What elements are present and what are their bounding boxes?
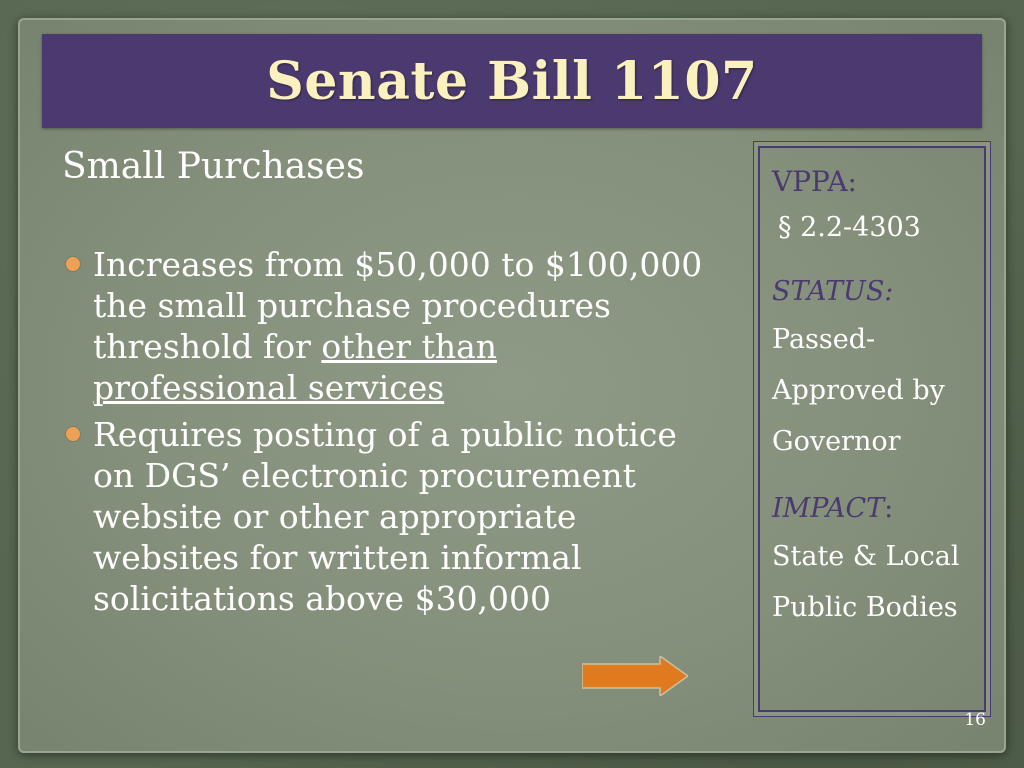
title-bar [42,34,982,128]
info-sidebar [758,146,986,712]
vppa-code: § 2.2-4303 [778,212,921,243]
bullet-item-threshold [62,244,710,408]
impact-value: State & Local Public Bodies [772,541,960,623]
bullet-text: Increases from $50,000 to $100,000 the small purchase procedures threshold for [93,245,703,366]
slide-title: Senate Bill 1107 [266,50,758,112]
impact-label-colon: : [884,493,894,524]
bullet-list [62,244,710,625]
right-arrow-icon[interactable] [582,656,688,696]
status-value: Passed- Approved by Governor [772,324,945,457]
bullet-text-underlined: other than professional services [93,327,498,407]
sidebar-content [772,162,977,633]
impact-label-text: IMPACT [772,493,885,524]
slide-subtitle: Small Purchases [62,146,365,187]
impact-label [772,489,977,529]
bullet-text: Requires posting of a public notice on DGS’ electronic procurement website or other appropriate websites for written informal solicitations above $30,000 [93,415,677,618]
status-label: STATUS: [772,276,894,307]
vppa-label: VPPA: [772,165,857,198]
bullet-item-posting [62,414,710,619]
page-number: 16 [964,710,986,730]
bullet-dot-icon [66,257,80,271]
bullet-dot-icon [66,427,80,441]
